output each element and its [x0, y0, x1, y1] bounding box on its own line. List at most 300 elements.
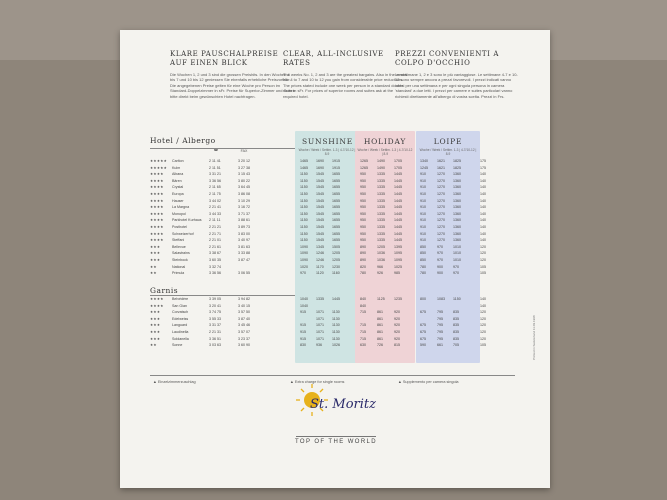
fax-number: 3 88 61 — [238, 218, 250, 223]
price-cell: 1040 — [300, 297, 308, 301]
fax-number: 3 87 47 — [238, 258, 250, 262]
hotel-name: Laudinella — [172, 330, 189, 334]
price-cell: 950 — [360, 185, 366, 190]
price-cell: 815 — [394, 343, 400, 348]
price-cell: 950 — [360, 225, 366, 229]
price-cell: 1335 — [377, 231, 385, 236]
price-cell: 1150 — [300, 178, 308, 183]
star-rating: ★★★★ — [150, 178, 164, 183]
garni-row — [120, 329, 550, 336]
hotel-name: Steinbock — [172, 258, 188, 262]
star-rating: ★★ — [150, 343, 157, 348]
price-cell: 1335 — [377, 218, 385, 223]
note-german-text: Einzelzimmerzuschlag — [157, 380, 196, 384]
price-cell: 835 — [453, 323, 459, 328]
fax-number: 3 60 90 — [238, 343, 250, 348]
price-cell: 910 — [420, 231, 426, 236]
hotel-row — [120, 270, 550, 277]
hotel-name: Hauser — [172, 198, 184, 203]
price-cell: 795 — [437, 336, 443, 341]
phone-number: 2 11 41 — [209, 159, 221, 163]
intro-english-text: The weeks No. 1, 2 and 3 are the greatest bargains. Also in the weeks No. 4 to 7 and 10 to 12 you gain from considerable price reductions. The prices stated include one week per person in a standard double room in sFr. For prices of superior rooms and suites ask at the required hotel. — [283, 72, 408, 99]
hotel-row — [120, 250, 550, 257]
hotel-name: Corvatsch — [172, 310, 189, 315]
price-cell: 715 — [360, 310, 366, 315]
price-cell: 1150 — [300, 238, 308, 243]
phone-number: 2 21 01 — [209, 238, 221, 243]
price-cell: 1265 — [360, 159, 368, 163]
garni-row — [120, 303, 550, 310]
price-cell: 970 — [437, 258, 443, 262]
price-cell: 1655 — [332, 192, 340, 196]
phone-number: 3 60 35 — [209, 258, 221, 262]
star-rating: ★★★ — [150, 310, 161, 315]
single-supplement: 140 — [480, 303, 486, 308]
price-cell: 1205 — [332, 251, 340, 256]
single-supplement: 140 — [480, 198, 486, 203]
star-rating: ★★★ — [150, 330, 161, 334]
price-cell: 1445 — [394, 185, 402, 190]
single-supplement: 140 — [480, 231, 486, 236]
price-cell: 835 — [453, 310, 459, 315]
price-cell: 715 — [360, 323, 366, 328]
price-cell: 840 — [360, 303, 366, 308]
price-cell: 936 — [316, 343, 322, 348]
fax-header: FAX — [240, 149, 248, 153]
star-rating: ★★★★ — [150, 303, 164, 308]
price-cell: 1150 — [300, 205, 308, 210]
hotel-row — [120, 184, 550, 191]
hotel-name: Languard — [172, 323, 188, 328]
star-rating: ★★★★ — [150, 205, 164, 210]
price-cell: 1445 — [394, 192, 402, 196]
price-cell: 1150 — [300, 218, 308, 223]
hotel-row — [120, 171, 550, 178]
price-cell: 1235 — [394, 297, 402, 301]
print-note: Printed in Switzerland 11.09.1998 — [532, 315, 536, 360]
single-supplement: 140 — [480, 225, 486, 229]
single-supplement: 120 — [480, 316, 486, 321]
price-cell: 1335 — [377, 238, 385, 243]
price-cell: 1335 — [377, 225, 385, 229]
price-cell: 900 — [437, 271, 443, 276]
hotel-name: National — [172, 264, 186, 269]
price-cell: 910 — [420, 192, 426, 196]
price-cell: 1360 — [453, 198, 461, 203]
price-cell: 890 — [360, 251, 366, 256]
price-cell: 726 — [377, 343, 383, 348]
price-cell: 1360 — [453, 185, 461, 190]
phone-number: 3 32 74 — [209, 264, 221, 269]
single-supplement: 140 — [480, 185, 486, 190]
price-cell: 1270 — [437, 238, 445, 243]
price-cell: 900 — [437, 264, 443, 269]
phone-number: 3 39 05 — [209, 297, 221, 301]
price-cell: 1090 — [300, 251, 308, 256]
price-cell: 1270 — [437, 192, 445, 196]
price-cell: 1545 — [316, 225, 324, 229]
price-cell: 950 — [360, 205, 366, 210]
price-cell: 1655 — [332, 238, 340, 243]
st-moritz-logo — [298, 378, 376, 448]
price-cell: 1245 — [420, 165, 428, 170]
price-cell: 1445 — [332, 297, 340, 301]
price-cell: 1360 — [453, 225, 461, 229]
price-cell: 780 — [360, 271, 366, 276]
single-supplement: 105 — [480, 264, 486, 269]
price-cell: 1445 — [394, 238, 402, 243]
price-cell: 1335 — [377, 185, 385, 190]
price-cell: 1340 — [420, 159, 428, 163]
price-cell: 926 — [377, 271, 383, 276]
price-cell: 970 — [437, 251, 443, 256]
fax-number: 3 27 38 — [238, 165, 250, 170]
fax-number: 3 06 55 — [238, 271, 250, 276]
hotel-name: Bären — [172, 178, 182, 183]
price-cell: 795 — [437, 330, 443, 334]
single-supplement: 175 — [480, 159, 486, 163]
star-rating: ★★★★ — [150, 231, 164, 236]
price-cell: 950 — [360, 218, 366, 223]
hotel-row — [120, 237, 550, 244]
price-cell: 861 — [377, 330, 383, 334]
price-cell: 1335 — [377, 172, 385, 177]
price-cell: 966 — [377, 264, 383, 269]
price-cell: 1445 — [394, 231, 402, 236]
intro-english-title: CLEAR, ALL-INCLUSIVE RATES — [283, 50, 384, 67]
price-cell: 970 — [300, 271, 306, 276]
price-sheet — [120, 30, 550, 488]
price-cell: 1335 — [377, 178, 385, 183]
intro-german-text: Die Wochen 1, 2 und 3 sind die grossen Preishits. In den Wochen 4 bis 7 und 10 bis 12 geniessen Sie ebenfalls erhebliche Preisvorteile. Die angegebenen Preise gelten für eine Woche pro Person im Standard-Doppelzimmer in sFr. Preise für Superior-Zimmer und Suiten bitte direkt beim gewünschten Hotel nachfragen. — [170, 72, 295, 99]
phone-number: 3 36 56 — [209, 271, 221, 276]
price-cell: 1230 — [332, 264, 340, 269]
fax-number: 3 89 73 — [238, 225, 250, 229]
price-cell: 1545 — [316, 211, 324, 216]
price-cell: 985 — [394, 271, 400, 276]
price-cell: 1545 — [316, 185, 324, 190]
phone-icon: ☎ — [213, 148, 219, 152]
price-cell: 1705 — [394, 165, 402, 170]
intro-german-title: KLARE PAUSCHALPREISE AUF EINEN BLICK — [170, 50, 279, 67]
phone-number: 3 36 51 — [209, 336, 221, 341]
price-cell: 1621 — [437, 159, 445, 163]
hotel-row — [120, 191, 550, 198]
phone-number: 3 20 41 — [209, 303, 221, 308]
price-cell: 1445 — [394, 218, 402, 223]
price-cell: 1170 — [316, 264, 324, 269]
price-cell: 910 — [420, 225, 426, 229]
star-rating: ★★★★ — [150, 218, 164, 223]
price-cell: 850 — [420, 251, 426, 256]
price-cell: 1545 — [316, 205, 324, 210]
price-cell: 850 — [420, 258, 426, 262]
hotel-row — [120, 244, 550, 251]
fax-number: 3 57 07 — [238, 330, 250, 334]
star-rating: ★★★★ — [150, 172, 164, 177]
tagline: TOP OF THE WORLD — [294, 439, 378, 445]
price-cell: 1335 — [377, 198, 385, 203]
hotel-name: Parkhotel Kurhaus — [172, 218, 202, 223]
price-cell: 1655 — [332, 185, 340, 190]
price-cell: 1270 — [437, 178, 445, 183]
hotel-name: Albana — [172, 172, 184, 177]
price-cell: 1655 — [332, 178, 340, 183]
price-cell: 1655 — [332, 205, 340, 210]
fax-number: 3 20 12 — [238, 159, 250, 163]
price-cell: 1545 — [316, 238, 324, 243]
price-cell: 675 — [420, 323, 426, 328]
price-cell: 800 — [420, 297, 426, 301]
single-supplement: 140 — [480, 178, 486, 183]
price-cell: 1465 — [300, 165, 308, 170]
hotel-name: Europa — [172, 192, 184, 196]
price-cell: 1445 — [394, 211, 402, 216]
fax-number: 3 57 50 — [238, 310, 250, 315]
price-cell: 1445 — [394, 198, 402, 203]
hotel-row — [120, 198, 550, 205]
intro-italian — [395, 50, 520, 99]
price-cell: 1690 — [316, 165, 324, 170]
star-rating: ★★★ — [150, 316, 161, 321]
price-cell: 835 — [453, 330, 459, 334]
price-cell: 590 — [420, 343, 426, 348]
single-supplement: 140 — [480, 172, 486, 177]
star-rating: ★★★★ — [150, 238, 164, 243]
price-cell: 1150 — [300, 231, 308, 236]
price-cell: 1083 — [437, 297, 445, 301]
garni-row — [120, 316, 550, 323]
price-cell: 1915 — [332, 165, 340, 170]
star-rating: ★★★★ — [150, 185, 164, 190]
phone-number: 2 11 51 — [209, 165, 221, 170]
price-cell: 1270 — [437, 211, 445, 216]
phone-number: 3 31 37 — [209, 323, 221, 328]
fax-number: 3 86 08 — [238, 192, 250, 196]
price-cell: 1090 — [300, 244, 308, 249]
price-cell: 1690 — [316, 159, 324, 163]
price-cell: 795 — [437, 316, 443, 321]
price-cell: 1026 — [332, 343, 340, 348]
price-cell: 715 — [360, 330, 366, 334]
garni-row — [120, 296, 550, 303]
price-cell: 1655 — [332, 211, 340, 216]
price-cell: 780 — [420, 271, 426, 276]
loipe-subheader: Woche / Week / Settim. 1-3 | 4-7/10-12 | 8-9 — [419, 148, 477, 156]
phone-number: 3 03 63 — [209, 343, 221, 348]
holiday-header: HOLIDAY — [363, 137, 407, 146]
phone-number: 2 11 65 — [209, 185, 221, 190]
single-supplement: 120 — [480, 323, 486, 328]
price-cell: 835 — [453, 316, 459, 321]
hotel-row — [120, 264, 550, 271]
phone-number: 2 21 21 — [209, 225, 221, 229]
price-cell: 910 — [420, 205, 426, 210]
price-cell: 1020 — [300, 264, 308, 269]
price-cell: 920 — [394, 336, 400, 341]
price-cell: 1130 — [332, 336, 340, 341]
price-cell: 820 — [360, 264, 366, 269]
price-cell: 1120 — [316, 271, 324, 276]
price-cell: 1825 — [453, 165, 461, 170]
price-cell: 780 — [420, 264, 426, 269]
price-cell: 1036 — [377, 251, 385, 256]
fax-number: 3 80 22 — [238, 178, 250, 183]
price-cell: 1621 — [437, 165, 445, 170]
price-cell: 675 — [420, 310, 426, 315]
single-supplement: 120 — [480, 330, 486, 334]
price-cell: 910 — [420, 185, 426, 190]
note-italian: ▲ Supplemento per camera singola — [398, 380, 459, 384]
hotel-name: La Margna — [172, 205, 190, 210]
intro-italian-text: Le settimane 1, 2 e 3 sono le più vantaggiose. Le settimane 4-7 e 10-12 sono sempre ancora a prezzi favorevoli. I prezzi indicati vanno intesi per una settimana e per ogni singola persona in camera 'standard' a due letti. I prezzi per camere e suites particolari vanno richiesti direttamente all'albergo di vostra scelta. Prezzi in Frs. — [395, 72, 518, 99]
price-cell: 1445 — [394, 178, 402, 183]
fax-number: 3 23 37 — [238, 336, 250, 341]
price-cell: 1545 — [316, 178, 324, 183]
price-cell: 1270 — [437, 172, 445, 177]
price-cell: 920 — [394, 323, 400, 328]
price-cell: 715 — [360, 336, 366, 341]
price-cell: 1505 — [332, 244, 340, 249]
price-cell: 1010 — [453, 258, 461, 262]
price-cell: 950 — [360, 231, 366, 236]
single-supplement: 175 — [480, 165, 486, 170]
price-cell: 835 — [453, 336, 459, 341]
garni-row — [120, 342, 550, 349]
price-cell: 1335 — [377, 205, 385, 210]
price-cell: 1655 — [332, 172, 340, 177]
sunshine-subheader: Woche / Week / Settim. 1-3 | 4-7/10-12 | 8-9 — [298, 148, 356, 156]
hotel-row — [120, 165, 550, 172]
fax-number: 3 94 82 — [238, 297, 250, 301]
price-cell: 1360 — [453, 218, 461, 223]
price-cell: 840 — [360, 297, 366, 301]
hotel-row — [120, 204, 550, 211]
price-cell: 1270 — [437, 218, 445, 223]
garni-section-title: Garnis — [150, 286, 179, 295]
price-cell: 950 — [360, 172, 366, 177]
garni-row — [120, 336, 550, 343]
star-rating: ★★★★★ — [150, 165, 168, 170]
star-rating: ★★★ — [150, 251, 161, 256]
fax-number: 3 81 63 — [238, 244, 250, 249]
price-cell: 910 — [420, 198, 426, 203]
price-cell: 910 — [420, 238, 426, 243]
star-rating: ★★★★ — [150, 192, 164, 196]
price-cell: 890 — [360, 258, 366, 262]
price-cell: 915 — [300, 323, 306, 328]
hotel-name: Edelweiss — [172, 316, 189, 321]
note-italian-text: Supplemento per camera singola — [402, 380, 459, 384]
loipe-header: LOIPE — [433, 137, 463, 146]
price-cell: 1071 — [316, 310, 324, 315]
price-cell: 1545 — [316, 218, 324, 223]
phone-number: 3 36 56 — [209, 178, 221, 183]
price-cell: 950 — [360, 211, 366, 216]
price-cell: 1360 — [453, 192, 461, 196]
phone-number: 2 21 41 — [209, 205, 221, 210]
price-cell: 1150 — [300, 211, 308, 216]
star-rating: ★★ — [150, 264, 157, 269]
price-cell: 1205 — [332, 258, 340, 262]
hotel-name: San Gian — [172, 303, 187, 308]
price-cell: 1655 — [332, 218, 340, 223]
star-rating: ★★★ — [150, 258, 161, 262]
price-cell: 1825 — [453, 159, 461, 163]
price-cell: 1130 — [332, 323, 340, 328]
price-cell: 1205 — [377, 244, 385, 249]
price-cell: 661 — [437, 343, 443, 348]
price-cell: 1150 — [300, 185, 308, 190]
tagline-rule — [296, 436, 376, 437]
price-cell: 1545 — [316, 198, 324, 203]
note-english: ▲ Extra charge for single rooms — [290, 380, 345, 384]
hotel-name: Primula — [172, 271, 185, 276]
single-supplement: 140 — [480, 211, 486, 216]
price-cell: 1445 — [394, 172, 402, 177]
phone-number: 3 74 75 — [209, 310, 221, 315]
price-cell: 970 — [453, 264, 459, 269]
price-cell: 1445 — [394, 225, 402, 229]
single-supplement: 120 — [480, 251, 486, 256]
fax-number: 3 40 97 — [238, 238, 250, 243]
single-supplement: 140 — [480, 192, 486, 196]
price-cell: 920 — [394, 316, 400, 321]
price-cell: 1160 — [332, 271, 340, 276]
hotel-name: Steffani — [172, 238, 185, 243]
price-cell: 915 — [300, 330, 306, 334]
single-supplement: 120 — [480, 310, 486, 315]
hotel-name: Bellevue — [172, 244, 186, 249]
single-supplement: 120 — [480, 258, 486, 262]
hotel-name: Posthotel — [172, 225, 187, 229]
price-cell: 950 — [360, 198, 366, 203]
price-cell: 1010 — [453, 251, 461, 256]
price-cell: 1071 — [316, 330, 324, 334]
hotel-name: Belvédère — [172, 297, 189, 301]
holiday-subheader: Woche / Week / Settim. 1-3 | 4-7/10-12 | 8-9 — [357, 148, 413, 156]
fax-number: 3 15 43 — [238, 172, 250, 177]
price-cell: 830 — [300, 343, 306, 348]
price-cell: 1270 — [437, 185, 445, 190]
price-cell: 970 — [453, 271, 459, 276]
price-cell: 915 — [300, 310, 306, 315]
price-cell: 1345 — [316, 244, 324, 249]
hotel-row — [120, 231, 550, 238]
price-cell: 1150 — [300, 172, 308, 177]
price-cell: 1445 — [394, 205, 402, 210]
bottom-rule — [150, 375, 515, 376]
price-cell: 1270 — [437, 205, 445, 210]
phone-number: 3 55 33 — [209, 316, 221, 321]
price-cell: 1130 — [332, 316, 340, 321]
price-cell: 920 — [394, 310, 400, 315]
hotel-row — [120, 178, 550, 185]
phone-number: 3 44 33 — [209, 211, 221, 216]
price-cell: 1335 — [377, 211, 385, 216]
phone-number: 3 44 02 — [209, 198, 221, 203]
intro-italian-title: PREZZI CONVENIENTI A COLPO D'OCCHIO — [395, 50, 500, 67]
hotel-name: Soldanella — [172, 336, 189, 341]
hotel-section-title: Hotel / Albergo — [150, 136, 216, 145]
price-cell: 1071 — [316, 316, 324, 321]
price-cell: 1360 — [453, 211, 461, 216]
price-cell: 1335 — [377, 192, 385, 196]
single-supplement: 140 — [480, 218, 486, 223]
price-cell: 1270 — [437, 225, 445, 229]
star-rating: ★★★★ — [150, 211, 164, 216]
price-cell: 1010 — [453, 244, 461, 249]
